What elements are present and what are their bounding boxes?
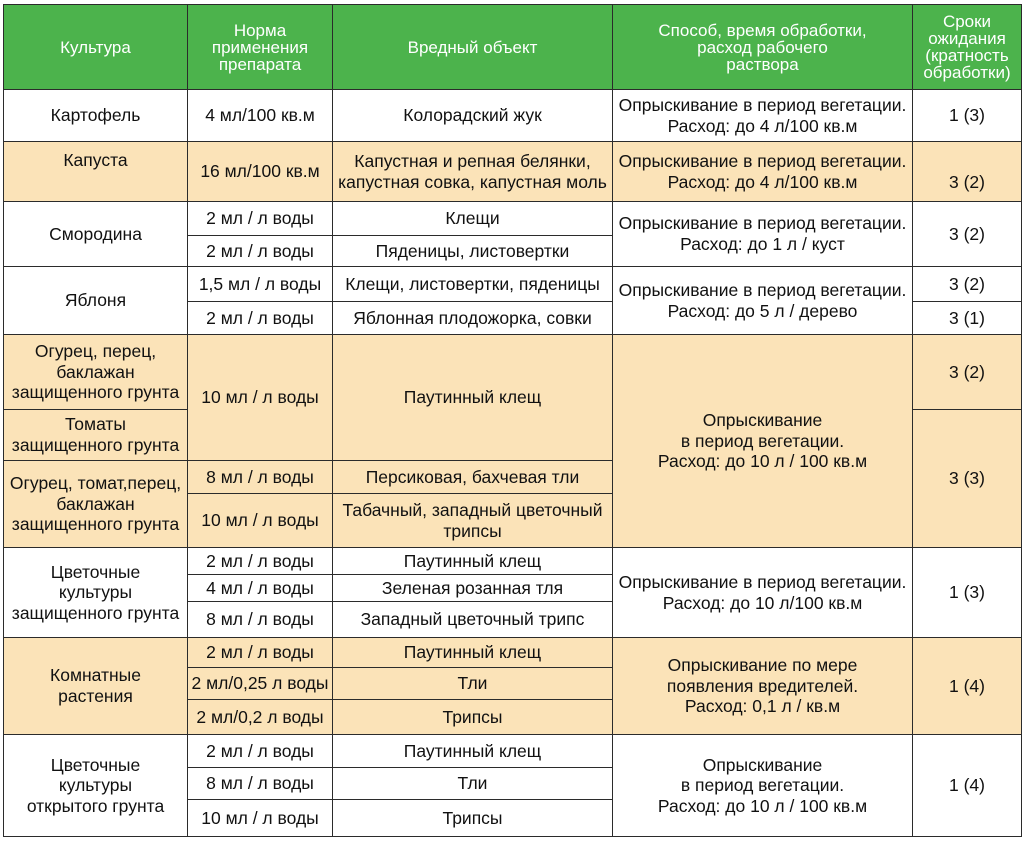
pest-cell: Трипсы xyxy=(333,700,613,735)
wait-cell: 3 (2) xyxy=(913,335,1022,410)
wait-cell: 1 (4) xyxy=(913,735,1022,837)
rate-cell: 2 мл / л воды xyxy=(188,638,333,668)
wait-cell: 3 (1) xyxy=(913,302,1022,335)
crop-cell: Комнатные растения xyxy=(4,638,188,735)
pest-cell: Персиковая, бахчевая тли xyxy=(333,461,613,494)
header-rate: Норма применения препарата xyxy=(188,5,333,90)
wait-cell: 1 (4) xyxy=(913,638,1022,735)
rate-cell: 2 мл / л воды xyxy=(188,302,333,335)
wait-cell: 3 (2) xyxy=(913,142,1022,202)
pest-cell: Паутинный клещ xyxy=(333,335,613,461)
header-row xyxy=(4,5,1022,90)
method-cell: Опрыскивание в период вегетации. Расход: до 10 л / 100 кв.м xyxy=(613,735,913,837)
crop-cell: Цветочные культуры открытого грунта xyxy=(4,735,188,837)
table-row xyxy=(4,335,1022,410)
method-cell: Опрыскивание в период вегетации. Расход: до 5 л / дерево xyxy=(613,267,913,335)
method-cell: Опрыскивание по мере появления вредителей. Расход: 0,1 л / кв.м xyxy=(613,638,913,735)
crop-cell: Огурец, томат,перец, баклажан защищенного грунта xyxy=(4,461,188,548)
pest-cell: Клещи xyxy=(333,202,613,236)
rate-cell: 2 мл / л воды xyxy=(188,548,333,575)
rate-cell: 4 мл / л воды xyxy=(188,575,333,602)
rate-cell: 2 мл / л воды xyxy=(188,236,333,267)
pest-cell: Колорадский жук xyxy=(333,90,613,142)
wait-cell: 1 (3) xyxy=(913,548,1022,638)
rate-cell: 10 мл / л воды xyxy=(188,335,333,461)
pest-cell: Зеленая розанная тля xyxy=(333,575,613,602)
rate-cell: 8 мл / л воды xyxy=(188,461,333,494)
rate-cell: 2 мл/0,25 л воды xyxy=(188,668,333,700)
rate-cell: 10 мл / л воды xyxy=(188,800,333,837)
rate-cell: 16 мл/100 кв.м xyxy=(188,142,333,202)
pest-cell: Паутинный клещ xyxy=(333,735,613,768)
table-row xyxy=(4,142,1022,202)
rate-cell: 2 мл / л воды xyxy=(188,735,333,768)
pest-cell: Тли xyxy=(333,768,613,800)
table-row xyxy=(4,638,1022,668)
crop-cell: Смородина xyxy=(4,202,188,267)
method-cell: Опрыскивание в период вегетации. Расход: до 10 л / 100 кв.м xyxy=(613,335,913,548)
header-wait: Сроки ожидания (кратность обработки) xyxy=(913,5,1022,90)
rate-cell: 2 мл/0,2 л воды xyxy=(188,700,333,735)
table-row xyxy=(4,90,1022,142)
table-row xyxy=(4,267,1022,302)
pest-cell: Клещи, листовертки, пяденицы xyxy=(333,267,613,302)
header-method: Способ, время обработки, расход рабочего раствора xyxy=(613,5,913,90)
crop-cell: Картофель xyxy=(4,90,188,142)
pest-cell: Яблонная плодожорка, совки xyxy=(333,302,613,335)
pest-cell: Пяденицы, листовертки xyxy=(333,236,613,267)
pest-cell: Табачный, западный цветочный трипсы xyxy=(333,494,613,548)
pest-cell: Трипсы xyxy=(333,800,613,837)
pest-cell: Паутинный клещ xyxy=(333,548,613,575)
table-row xyxy=(4,735,1022,768)
crop-cell: Капуста xyxy=(4,142,188,202)
wait-cell: 3 (2) xyxy=(913,267,1022,302)
pesticide-table xyxy=(3,4,1022,837)
header-crop: Культура xyxy=(4,5,188,90)
header-pest: Вредный объект xyxy=(333,5,613,90)
table-row xyxy=(4,202,1022,236)
pest-cell: Капустная и репная белянки, капустная совка, капустная моль xyxy=(333,142,613,202)
wait-cell: 1 (3) xyxy=(913,90,1022,142)
wait-cell: 3 (3) xyxy=(913,410,1022,548)
method-cell: Опрыскивание в период вегетации. Расход: до 4 л/100 кв.м xyxy=(613,90,913,142)
crop-cell: Цветочные культуры защищенного грунта xyxy=(4,548,188,638)
pest-cell: Западный цветочный трипс xyxy=(333,602,613,638)
wait-cell: 3 (2) xyxy=(913,202,1022,267)
crop-cell: Огурец, перец, баклажан защищенного грунта xyxy=(4,335,188,410)
rate-cell: 8 мл / л воды xyxy=(188,768,333,800)
pest-cell: Паутинный клещ xyxy=(333,638,613,668)
rate-cell: 10 мл / л воды xyxy=(188,494,333,548)
method-cell: Опрыскивание в период вегетации. Расход: до 10 л/100 кв.м xyxy=(613,548,913,638)
rate-cell: 8 мл / л воды xyxy=(188,602,333,638)
rate-cell: 4 мл/100 кв.м xyxy=(188,90,333,142)
rate-cell: 2 мл / л воды xyxy=(188,202,333,236)
method-cell: Опрыскивание в период вегетации. Расход: до 1 л / куст xyxy=(613,202,913,267)
table-row xyxy=(4,548,1022,575)
crop-cell: Томаты защищенного грунта xyxy=(4,410,188,461)
rate-cell: 1,5 мл / л воды xyxy=(188,267,333,302)
crop-cell: Яблоня xyxy=(4,267,188,335)
pest-cell: Тли xyxy=(333,668,613,700)
method-cell: Опрыскивание в период вегетации. Расход: до 4 л/100 кв.м xyxy=(613,142,913,202)
